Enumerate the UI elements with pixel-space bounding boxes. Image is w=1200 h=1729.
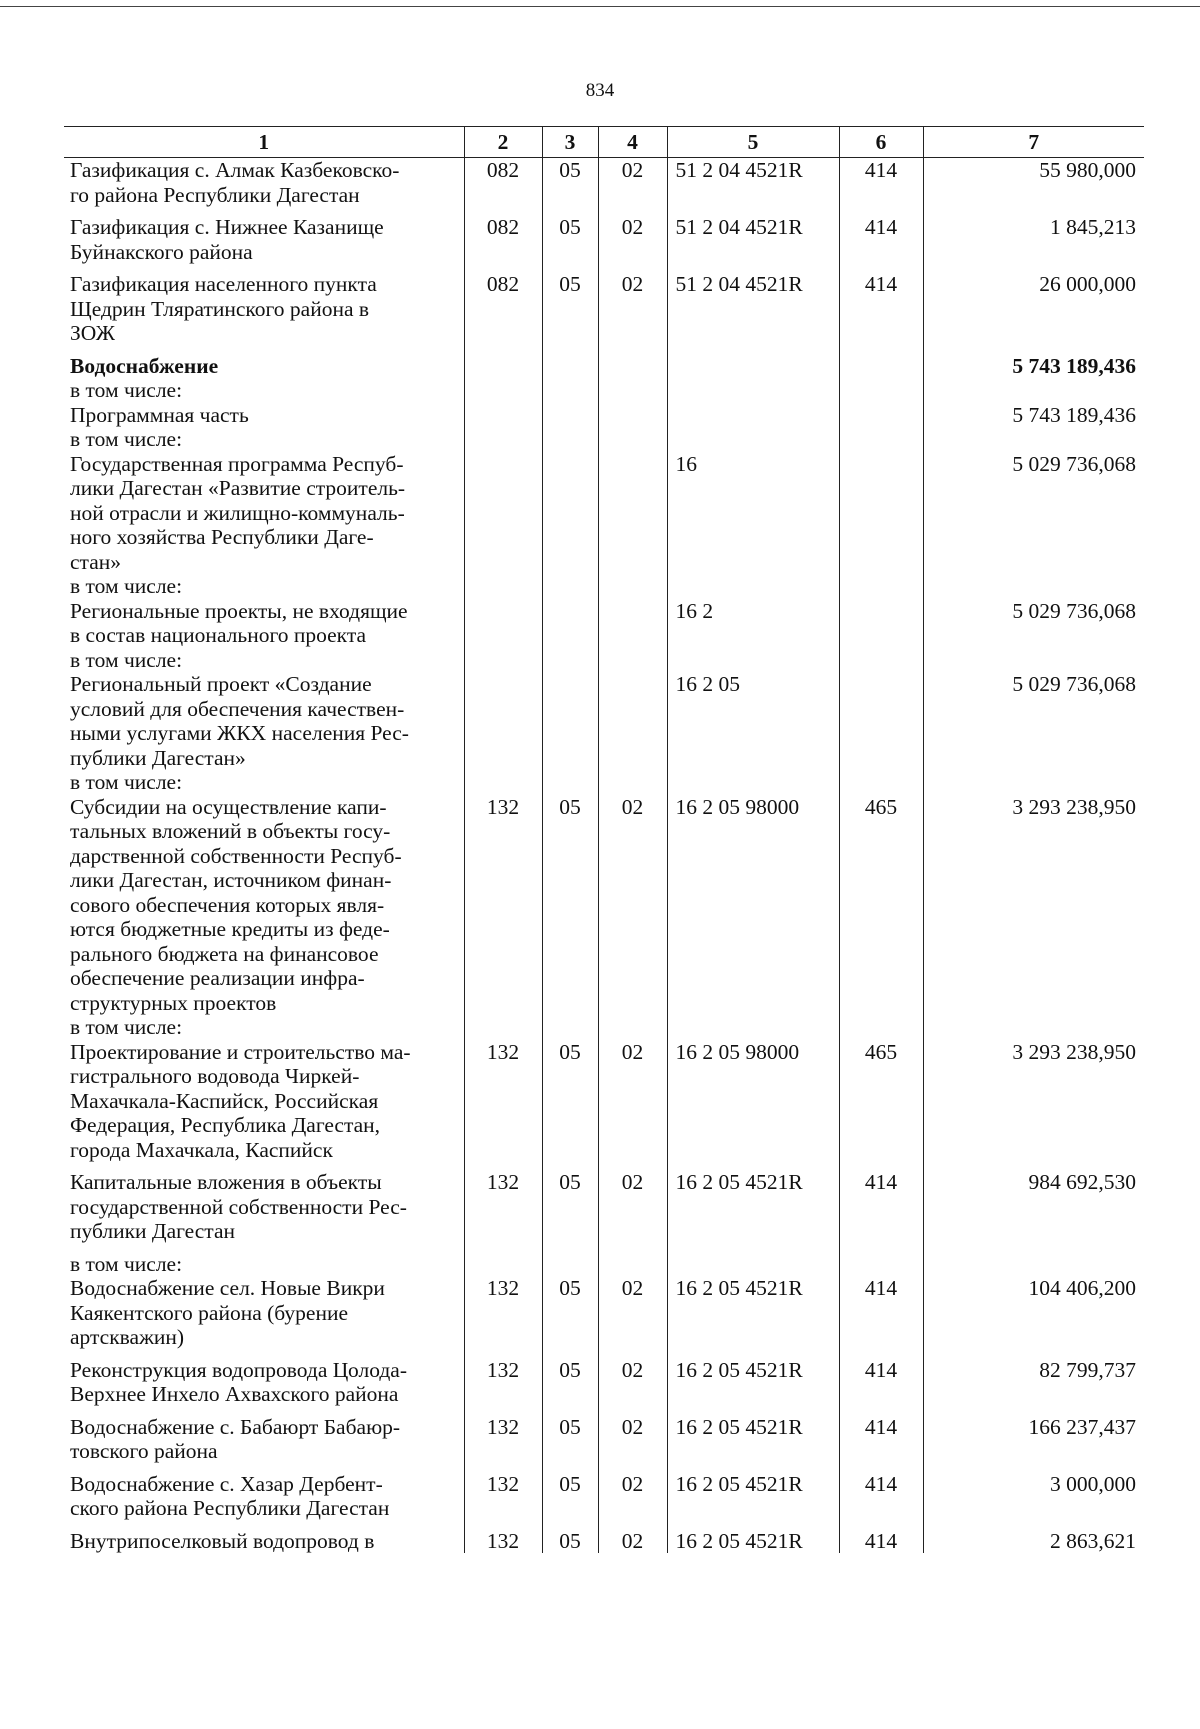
row-name: Водоснабжение [70,353,219,378]
row-name: Водоснабжение с. Бабаюрт Бабаюр- товского района [70,1414,401,1463]
row-subsection: 02 [598,215,667,272]
budget-table [64,126,1144,1553]
table-row [64,427,1144,452]
header-col-4: 4 [598,127,667,158]
row-section: 05 [542,1170,598,1252]
header-col-3: 3 [542,127,598,158]
row-code-admin: 132 [464,795,542,1016]
table-body [64,158,1144,1554]
row-subsection [598,452,667,575]
row-expense-type [839,770,923,795]
row-expense-type [839,574,923,599]
row-expense-type [839,672,923,770]
row-target-code: 16 2 05 98000 [667,795,839,1016]
header-col-7: 7 [923,127,1144,158]
row-code-admin [464,599,542,648]
row-expense-type [839,1252,923,1277]
row-name: Капитальные вложения в объекты государственной собственности Рес- публики Дагестан [70,1170,407,1243]
row-code-admin: 132 [464,1040,542,1171]
row-target-code [667,648,839,673]
row-amount [923,574,1144,599]
row-target-code: 16 2 05 98000 [667,1040,839,1171]
row-amount: 26 000,000 [923,272,1144,354]
row-section [542,452,598,575]
row-subsection: 02 [598,158,667,216]
scan-top-rule [0,6,1200,7]
table-row [64,1170,1144,1252]
row-section: 05 [542,795,598,1016]
row-target-code [667,378,839,403]
row-expense-type: 414 [839,1170,923,1252]
row-target-code [667,403,839,428]
row-amount: 984 692,530 [923,1170,1144,1252]
table-row [64,1015,1144,1040]
row-target-code [667,427,839,452]
row-target-code: 51 2 04 4521R [667,272,839,354]
row-name: в том числе: [70,1015,183,1039]
row-code-admin: 082 [464,272,542,354]
row-section [542,648,598,673]
row-code-admin: 082 [464,215,542,272]
row-subsection: 02 [598,1170,667,1252]
row-amount: 3 000,000 [923,1472,1144,1529]
row-name: Программная часть [70,402,249,427]
row-amount: 1 845,213 [923,215,1144,272]
row-expense-type [839,354,923,379]
row-expense-type: 465 [839,1040,923,1171]
table-row [64,378,1144,403]
row-target-code: 16 [667,452,839,575]
row-expense-type [839,427,923,452]
row-expense-type [839,378,923,403]
row-section: 05 [542,1472,598,1529]
row-code-admin [464,452,542,575]
table-row [64,158,1144,216]
header-col-5: 5 [667,127,839,158]
row-code-admin [464,648,542,673]
row-target-code [667,1252,839,1277]
row-code-admin: 132 [464,1529,542,1554]
row-subsection [598,1252,667,1277]
row-target-code: 16 2 05 4521R [667,1472,839,1529]
row-code-admin [464,378,542,403]
row-subsection: 02 [598,1276,667,1358]
row-name: в том числе: [70,647,183,672]
row-code-admin: 082 [464,158,542,216]
row-code-admin: 132 [464,1358,542,1415]
row-expense-type [839,648,923,673]
row-amount [923,648,1144,673]
row-target-code: 16 2 05 4521R [667,1529,839,1554]
row-amount [923,378,1144,403]
row-name: в том числе: [70,427,183,451]
table-row [64,672,1144,770]
row-target-code [667,1015,839,1040]
row-subsection [598,427,667,452]
row-section: 05 [542,1358,598,1415]
row-name: Региональный проект «Создание условий для обеспечения качествен- ными услугами ЖКХ населения Рес- публики Дагестан» [70,672,409,770]
row-amount: 5 743 189,436 [923,403,1144,428]
page-number: 834 [585,80,615,101]
row-expense-type: 414 [839,1358,923,1415]
row-amount [923,770,1144,795]
row-code-admin [464,427,542,452]
row-amount: 82 799,737 [923,1358,1144,1415]
row-subsection: 02 [598,1529,667,1554]
row-section [542,403,598,428]
table-row [64,770,1144,795]
row-amount: 5 029 736,068 [923,672,1144,770]
row-section [542,354,598,379]
row-name: Региональные проекты, не входящие в состав национального проекта [70,598,408,647]
row-section [542,574,598,599]
row-expense-type [839,599,923,648]
row-expense-type: 414 [839,1472,923,1529]
table-row [64,795,1144,1016]
row-expense-type: 414 [839,158,923,216]
row-target-code: 16 2 05 4521R [667,1415,839,1472]
row-name: Государственная программа Респуб- лики Дагестан «Развитие строитель- ной отрасли и жилищно-коммуналь- ного хозяйства Республики Даге- стан» [70,451,406,574]
row-name: Проектирование и строительство ма- гистрального водовода Чиркей- Махачкала-Каспийск, Российская Федерация, Республика Дагестан, города Махачкала, Каспийск [70,1039,411,1162]
header-col-1: 1 [64,127,464,158]
row-subsection [598,648,667,673]
row-name: Водоснабжение сел. Новые Викри Каякентского района (бурение артскважин) [70,1276,385,1349]
row-name: Субсидии на осуществление капи- тальных вложений в объекты госу- дарственной собственности Респуб- лики Дагестан, источником финан- сового обеспечения которых явля- ются бюджетные кредиты из феде- рального бюджета на финансовое обеспечение реализации инфра- структурных проектов [70,794,402,1015]
row-expense-type: 414 [839,1415,923,1472]
row-section [542,672,598,770]
row-target-code: 51 2 04 4521R [667,158,839,216]
table-row [64,1472,1144,1529]
row-amount: 5 029 736,068 [923,452,1144,575]
row-code-admin [464,672,542,770]
row-expense-type: 414 [839,215,923,272]
row-expense-type: 465 [839,795,923,1016]
row-amount: 104 406,200 [923,1276,1144,1358]
row-section [542,770,598,795]
row-amount: 166 237,437 [923,1415,1144,1472]
row-amount: 5 029 736,068 [923,599,1144,648]
row-name: Газификация с. Нижнее Казанище Буйнакского района [70,215,384,264]
row-target-code: 16 2 [667,599,839,648]
row-code-admin [464,403,542,428]
row-subsection [598,672,667,770]
row-target-code: 16 2 05 4521R [667,1170,839,1252]
table-row [64,1040,1144,1171]
row-code-admin [464,770,542,795]
row-target-code: 16 2 05 4521R [667,1276,839,1358]
row-section: 05 [542,1276,598,1358]
row-code-admin: 132 [464,1170,542,1252]
row-code-admin: 132 [464,1276,542,1358]
table-row [64,452,1144,575]
row-target-code: 16 2 05 [667,672,839,770]
row-subsection: 02 [598,795,667,1016]
row-subsection [598,403,667,428]
row-subsection: 02 [598,272,667,354]
row-target-code [667,574,839,599]
row-subsection [598,770,667,795]
row-code-admin: 132 [464,1415,542,1472]
row-name: Внутрипоселковый водопровод в [70,1528,375,1553]
row-amount [923,427,1144,452]
row-name: в том числе: [70,770,183,794]
row-section [542,599,598,648]
header-col-2: 2 [464,127,542,158]
row-expense-type [839,452,923,575]
row-subsection [598,1015,667,1040]
row-section: 05 [542,1040,598,1171]
table-row [64,648,1144,673]
row-subsection [598,378,667,403]
row-subsection: 02 [598,1415,667,1472]
row-expense-type [839,1015,923,1040]
row-code-admin [464,574,542,599]
table-row [64,1415,1144,1472]
row-code-admin [464,1252,542,1277]
row-expense-type: 414 [839,1529,923,1554]
row-subsection [598,599,667,648]
row-subsection [598,574,667,599]
row-section: 05 [542,272,598,354]
row-section: 05 [542,215,598,272]
row-subsection: 02 [598,1358,667,1415]
row-target-code [667,770,839,795]
table-row [64,574,1144,599]
row-section: 05 [542,1529,598,1554]
row-amount: 3 293 238,950 [923,1040,1144,1171]
row-section [542,1015,598,1040]
row-target-code: 16 2 05 4521R [667,1358,839,1415]
table-row [64,599,1144,648]
row-name: в том числе: [70,574,183,598]
table-row [64,215,1144,272]
table-row [64,403,1144,428]
row-section [542,378,598,403]
row-amount [923,1252,1144,1277]
row-target-code [667,354,839,379]
table-row [64,1529,1144,1554]
row-name: Газификация населенного пункта Щедрин Тляратинского района в ЗОЖ [70,272,377,345]
row-subsection [598,354,667,379]
row-subsection: 02 [598,1040,667,1171]
header-col-6: 6 [839,127,923,158]
row-subsection: 02 [598,1472,667,1529]
row-amount: 2 863,621 [923,1529,1144,1554]
row-section: 05 [542,1415,598,1472]
row-amount: 3 293 238,950 [923,795,1144,1016]
row-amount: 5 743 189,436 [923,354,1144,379]
row-code-admin [464,354,542,379]
row-expense-type: 414 [839,272,923,354]
table-row [64,272,1144,354]
row-name: Газификация с. Алмак Казбековско- го района Республики Дагестан [70,158,400,207]
row-section: 05 [542,158,598,216]
table-row [64,354,1144,379]
row-expense-type: 414 [839,1276,923,1358]
row-target-code: 51 2 04 4521R [667,215,839,272]
table-row [64,1252,1144,1277]
row-amount: 55 980,000 [923,158,1144,216]
table-row [64,1358,1144,1415]
row-section [542,1252,598,1277]
row-name: в том числе: [70,378,183,402]
row-name: Реконструкция водопровода Цолода- Верхнее Инхело Ахвахского района [70,1357,407,1406]
row-code-admin [464,1015,542,1040]
header-row [64,127,1144,158]
row-amount [923,1015,1144,1040]
table-row [64,1276,1144,1358]
row-section [542,427,598,452]
row-expense-type [839,403,923,428]
row-name: Водоснабжение с. Хазар Дербент- ского района Республики Дагестан [70,1471,390,1520]
row-code-admin: 132 [464,1472,542,1529]
row-name: в том числе: [70,1251,183,1276]
